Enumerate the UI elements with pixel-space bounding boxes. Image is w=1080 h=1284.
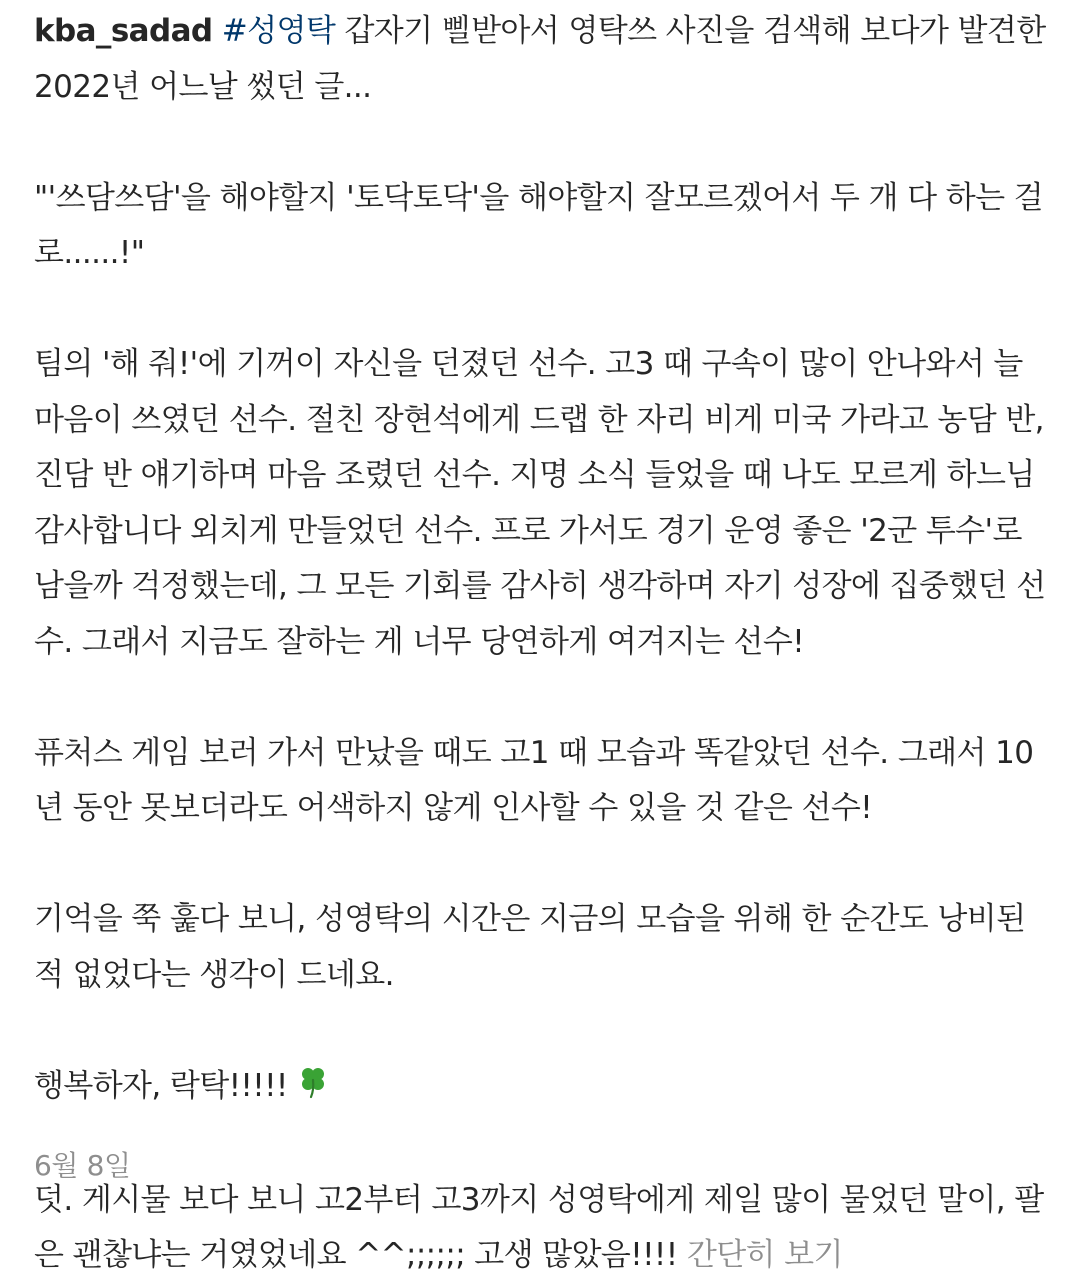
post-caption — [34, 4, 1046, 1284]
username-link[interactable]: kba_sadad — [34, 13, 213, 49]
four-leaf-clover-icon — [297, 1062, 331, 1118]
caption-paragraph-3: 기억을 쭉 훑다 보니, 성영탁의 시간은 지금의 모습을 위해 한 순간도 낭비된 적 없었다는 생각이 드네요. — [34, 901, 1026, 993]
caption-paragraph-4 — [34, 1059, 1046, 1118]
show-less-link[interactable]: 간단히 보기 — [686, 1237, 843, 1273]
paragraph-gap — [34, 115, 1046, 171]
paragraph-gap — [34, 1003, 1046, 1059]
caption-paragraph-2: 퓨처스 게임 보러 가서 만났을 때도 고1 때 모습과 똑같았던 선수. 그래서 10년 동안 못보더라도 어색하지 않게 인사할 수 있을 것 같은 선수! — [34, 734, 1034, 826]
hashtag-link[interactable]: #성영탁 — [221, 13, 336, 49]
paragraph-gap — [34, 837, 1046, 893]
caption-paragraph-1: 팀의 '해 줘!'에 기꺼이 자신을 던졌던 선수. 고3 때 구속이 많이 안나와서 늘 마음이 쓰였던 선수. 절친 장현석에게 드랩 한 자리 비게 미국 가라고 농담 반, 진담 반 얘기하며 마음 조렸던 선수. 지명 소식 들었을 때 나도 모르게 하느님 감사합니다 외치게 만들었던 선수. 프로 가서도 경기 운영 좋은 '2군 투수'로 남을까 걱정했는데, 그 모든 기회를 감사히 생각하며 자기 성장에 집중했던 선수. 그래서 지금도 잘하는 게 너무 당연하게 여겨지는 선수! — [34, 346, 1046, 660]
caption-paragraph-5 — [34, 1173, 1046, 1284]
paragraph-gap — [34, 282, 1046, 338]
caption-paragraph-4-text: 행복하자, 락탁!!!!! — [34, 1067, 297, 1104]
post-date: 6월 8일 — [34, 1149, 131, 1182]
caption-paragraph-5-text: 덧. 게시물 보다 보니 고2부터 고3까지 성영탁에게 제일 많이 물었던 말이, 팔은 괜찮냐는 거였었네요 ^^;;;;;; 고생 많았음!!!! — [34, 1181, 1044, 1273]
paragraph-gap — [34, 1117, 1046, 1173]
caption-quote: "'쓰담쓰담'을 해야할지 '토닥토닥'을 해야할지 잘모르겠어서 두 개 다 하는 걸로......!" — [34, 179, 1044, 271]
caption-intro-text: 갑자기 삘받아서 영탁쓰 사진을 검색해 보다가 발견한 2022년 어느날 썼던 글... — [34, 13, 1046, 105]
paragraph-gap — [34, 670, 1046, 726]
caption-intro — [34, 4, 1046, 115]
